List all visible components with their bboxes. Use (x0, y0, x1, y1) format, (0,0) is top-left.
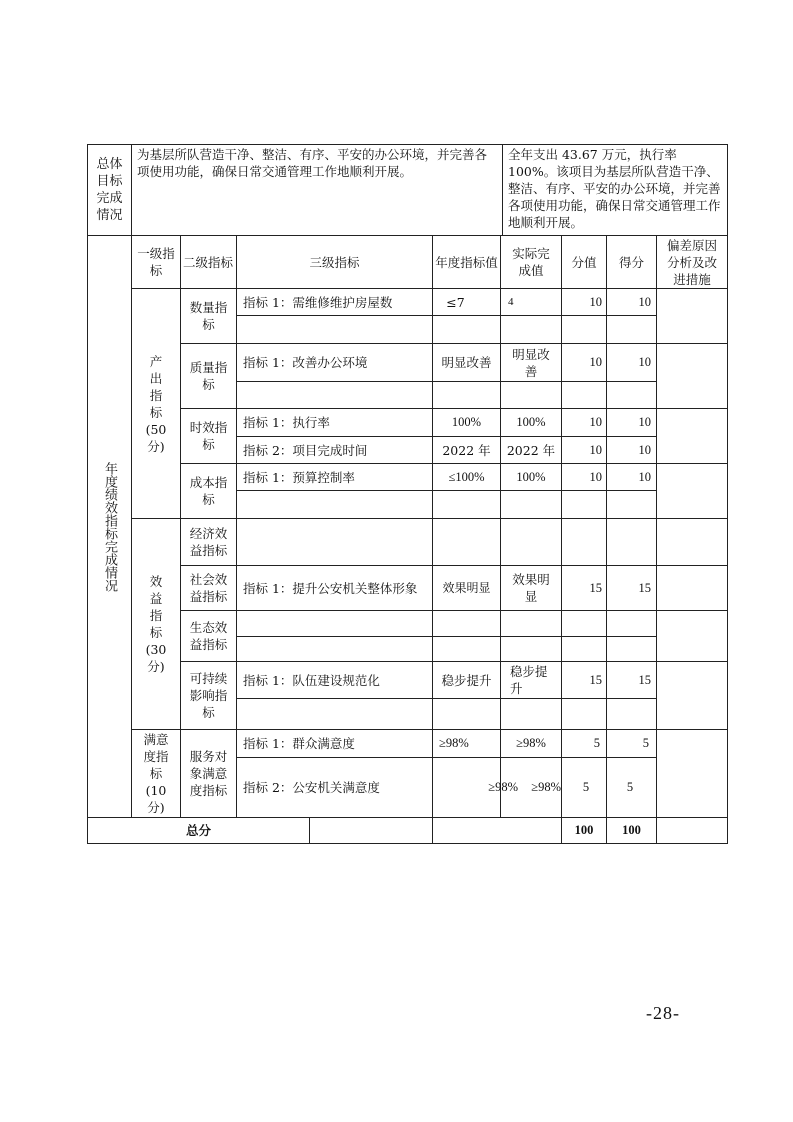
got-value: 10 (638, 442, 651, 457)
subgroup-sustainable: 可持续影响指标 (189, 671, 228, 720)
actual-value: 稳步提升 (510, 664, 548, 696)
indicator-name: 指标 1：执行率 (243, 415, 330, 430)
header-reason: 偏差原因分析及改进措施 (666, 237, 717, 287)
annual-value: 明显改善 (441, 355, 492, 370)
indicator-name: 指标 1：改善办公环境 (243, 355, 368, 370)
total-got: 100 (622, 823, 641, 837)
header-level3: 三级指标 (309, 254, 360, 270)
header-score: 分值 (571, 254, 597, 270)
overall-goal-target: 为基层所队营造干净、整洁、有序、平安的办公环境，并完善各项使用功能，确保日常交通管理工作地顺利开展。 (137, 147, 488, 179)
score-value: 10 (589, 294, 602, 309)
score-value: 15 (589, 580, 602, 595)
score-value: 10 (589, 415, 602, 429)
overall-goal-label: 总体目标完成情况 (96, 157, 123, 223)
got-value: 10 (638, 469, 651, 484)
section-label: 年度绩效指标完成情况 (102, 461, 117, 592)
indicator-name: 指标 1：预算控制率 (243, 469, 355, 485)
score-value: 15 (589, 672, 602, 687)
indicator-name: 指标 2：公安机关满意度 (243, 780, 380, 795)
got-value: 10 (638, 415, 651, 429)
group-satisfaction: 满意度指标(10分) (143, 732, 169, 815)
group-output: 产出指标(50分) (145, 353, 167, 454)
score-value: 10 (589, 442, 602, 457)
subgroup-timeliness: 时效指标 (189, 420, 228, 452)
indicator-name: 指标 1：需维修维护房屋数 (243, 294, 393, 310)
overall-goal-actual: 全年支出 43.67 万元，执行率 100%。该项目为基层所队营造干净、整洁、有序、平安的办公环境，并完善各项使用功能，确保日常交通管理工作地顺利开展。 (508, 147, 721, 230)
subgroup-ecological: 生态效益指标 (189, 620, 228, 652)
header-actual: 实际完成值 (512, 246, 550, 278)
actual-value: ≥98% (531, 780, 561, 794)
annual-value: ≥98% (439, 736, 469, 750)
header-got: 得分 (618, 254, 644, 270)
actual-value: 明显改善 (512, 346, 550, 379)
page-number: -28- (646, 1003, 680, 1023)
indicator-name: 指标 1：队伍建设规范化 (243, 672, 380, 688)
score-value: 5 (593, 736, 600, 750)
score-value: 10 (589, 469, 602, 484)
actual-value: 效果明显 (512, 572, 550, 604)
subgroup-cost: 成本指标 (189, 475, 228, 507)
annual-value: 100% (451, 415, 482, 429)
header-level2: 二级指标 (183, 254, 234, 270)
subgroup-quantity: 数量指标 (189, 300, 228, 332)
subgroup-quality: 质量指标 (189, 360, 228, 392)
got-value: 10 (638, 294, 651, 309)
annual-value: ≤100% (448, 469, 485, 484)
subgroup-social: 社会效益指标 (189, 572, 228, 604)
score-value: 5 (582, 780, 590, 794)
actual-value: 4 (508, 295, 514, 308)
annual-value: 2022 年 (442, 442, 491, 458)
group-benefit: 效益指标(30分) (145, 574, 167, 674)
header-level1: 一级指标 (137, 246, 175, 278)
annual-value: 稳步提升 (441, 672, 492, 688)
got-value: 5 (642, 736, 649, 750)
indicator-name: 指标 2：项目完成时间 (243, 442, 368, 458)
total-score: 100 (574, 823, 594, 837)
annual-value: 效果明显 (442, 580, 491, 595)
got-value: 5 (626, 780, 634, 794)
got-value: 15 (638, 672, 651, 687)
actual-value: 100% (516, 415, 546, 429)
total-label: 总分 (185, 823, 211, 838)
annual-value: ≥98% (488, 780, 518, 794)
actual-value: ≥98% (516, 736, 546, 750)
subgroup-service-satisfaction: 服务对象满意度指标 (189, 749, 228, 798)
indicator-name: 指标 1：群众满意度 (243, 736, 355, 751)
header-annual: 年度指标值 (435, 254, 498, 270)
got-value: 15 (638, 580, 651, 595)
subgroup-economic: 经济效益指标 (189, 526, 228, 558)
indicator-name: 指标 1：提升公安机关整体形象 (243, 580, 418, 596)
actual-value: 100% (516, 469, 546, 484)
got-value: 10 (638, 355, 651, 369)
actual-value: 2022 年 (506, 442, 556, 458)
annual-value: ≤7 (446, 294, 465, 310)
score-value: 10 (589, 355, 602, 369)
